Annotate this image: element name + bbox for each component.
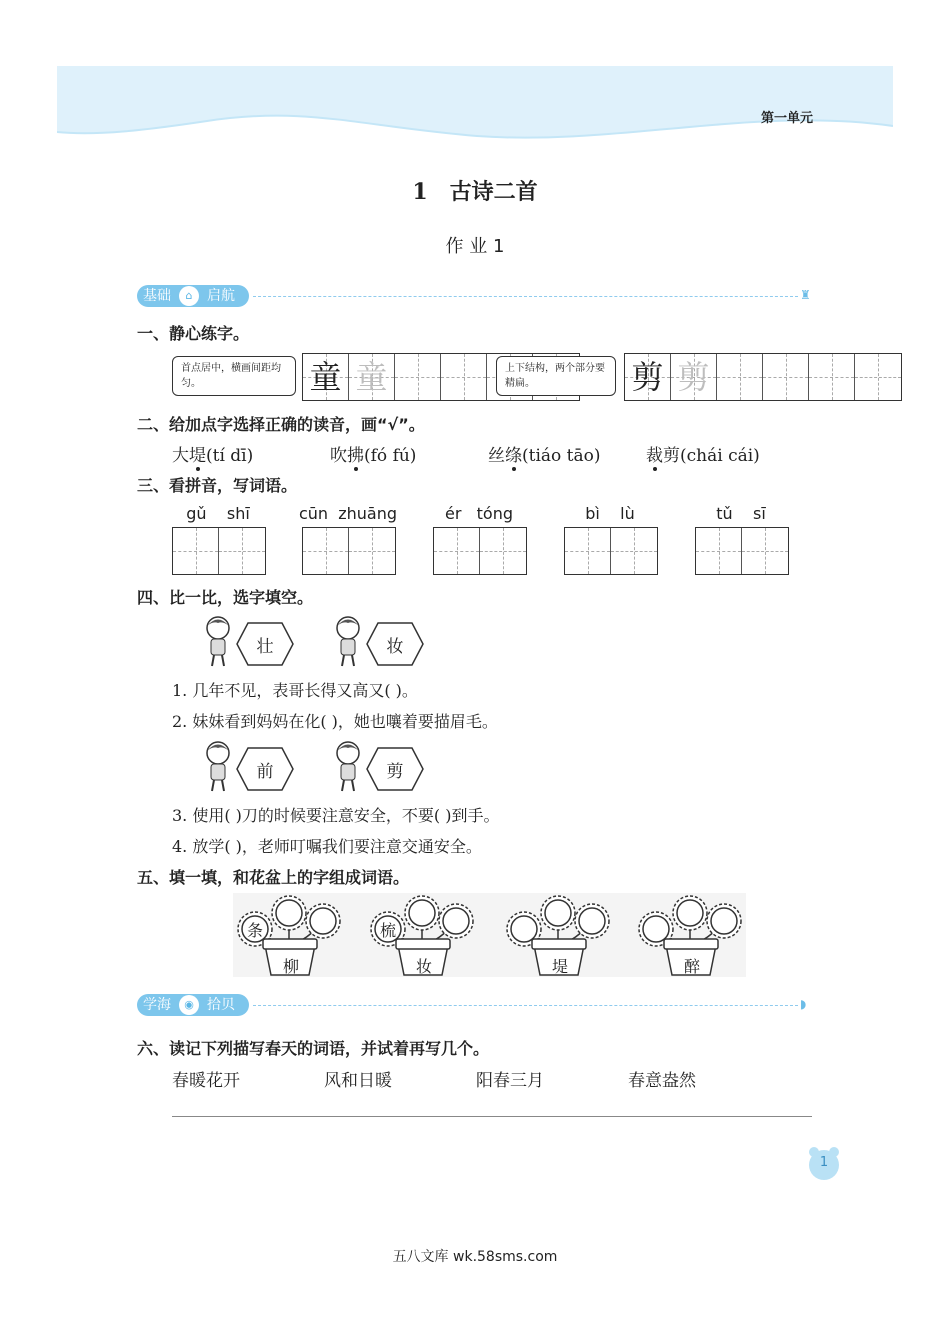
pot-char: 妆	[415, 957, 432, 976]
sentence-4[interactable]: 4. 放学( )，老师叮嘱我们要注意交通安全。	[172, 837, 482, 856]
writing-box[interactable]	[302, 527, 396, 575]
q3-heading: 三、看拼音，写词语。	[137, 476, 298, 495]
girl-figure	[333, 615, 363, 667]
shell-icon: ◉	[179, 995, 199, 1015]
dotted-char: 绦	[505, 446, 522, 466]
choice-char: 壮	[256, 637, 274, 657]
lesson-number: 1	[412, 179, 428, 205]
pinyin-label: bì lù	[585, 504, 635, 523]
q6-heading: 六、读记下列描写春天的词语，并试着再写几个。	[137, 1039, 490, 1058]
grid-cell	[349, 354, 395, 400]
dashed-divider	[253, 1005, 798, 1006]
choice-char: 妆	[386, 637, 404, 657]
q4-heading: 四、比一比，选字填空。	[137, 588, 314, 607]
section-pill-left: 基础	[143, 288, 171, 304]
pot-char: 堤	[551, 957, 568, 976]
grid-cell[interactable]	[809, 354, 855, 400]
lesson-name: 古诗二首	[449, 179, 538, 205]
word-part: 丝	[488, 446, 505, 466]
word-part: 剪	[663, 446, 680, 466]
homework-label: 作 业 1	[445, 236, 505, 257]
grid-cell[interactable]	[395, 354, 441, 400]
q5-heading: 五、填一填，和花盆上的字组成词语。	[137, 868, 410, 887]
hint-box-1: 首点居中，横画间距均匀。	[172, 356, 296, 396]
pot-char: 醉	[683, 957, 700, 976]
lighthouse-icon: ♜	[800, 288, 811, 302]
grid-cell	[671, 354, 717, 400]
writing-box[interactable]	[172, 527, 266, 575]
pinyin-label: cūn zhuāng	[298, 504, 398, 523]
lesson-title	[0, 175, 950, 206]
shell-end-icon: ◗	[800, 997, 807, 1011]
grid-cell[interactable]	[717, 354, 763, 400]
section-pill-left: 学海	[143, 997, 171, 1013]
sentence-3[interactable]: 3. 使用( )刀的时候要注意安全，不要( )到手。	[172, 806, 500, 825]
word-part: 大	[172, 446, 189, 466]
model-char: 童	[309, 358, 342, 396]
watermark-text: 五八文库 wk.58sms.com	[392, 1249, 558, 1265]
model-char: 剪	[631, 358, 664, 396]
section-pill	[137, 285, 249, 307]
pinyin-options[interactable]: (tí dī)	[206, 446, 254, 466]
practice-grid-2	[624, 353, 902, 401]
q2-item	[646, 441, 760, 466]
spring-word: 风和日暖	[324, 1071, 392, 1091]
girl-figure	[203, 615, 233, 667]
choice-char: 前	[256, 762, 274, 782]
page-number: 1	[819, 1155, 829, 1170]
dotted-char: 堤	[189, 446, 206, 466]
flower-char: 梳	[379, 921, 396, 940]
pinyin-options[interactable]: (fó fú)	[364, 446, 417, 466]
dotted-char: 裁	[646, 446, 663, 466]
writing-box[interactable]	[433, 527, 527, 575]
grid-cell	[303, 354, 349, 400]
trace-char: 童	[355, 358, 388, 396]
section-pill	[137, 994, 249, 1016]
grid-cell[interactable]	[855, 354, 901, 400]
grid-cell	[625, 354, 671, 400]
spring-word: 春意盎然	[628, 1071, 696, 1091]
grid-cell[interactable]	[763, 354, 809, 400]
flower-char: 条	[246, 921, 263, 940]
q2-item	[330, 441, 416, 466]
pinyin-options[interactable]: (chái cái)	[680, 446, 760, 466]
q2-item	[488, 441, 601, 466]
section-pill-right: 启航	[207, 288, 235, 304]
section-pill-right: 拾贝	[207, 997, 235, 1013]
trace-char: 剪	[677, 358, 710, 396]
q1-heading: 一、静心练字。	[137, 324, 250, 343]
sentence-1[interactable]: 1. 几年不见，表哥长得又高又( )。	[172, 681, 418, 700]
sentence-2[interactable]: 2. 妹妹看到妈妈在化( )，她也嚷着要描眉毛。	[172, 712, 498, 731]
word-part: 吹	[330, 446, 347, 466]
pinyin-label: ér tóng	[444, 504, 514, 523]
girl-figure	[333, 740, 363, 792]
q2-heading: 二、给加点字选择正确的读音，画“√”。	[137, 415, 425, 434]
girl-figure	[203, 740, 233, 792]
dashed-divider	[253, 296, 798, 297]
choice-char: 剪	[386, 762, 404, 782]
q2-item	[172, 441, 253, 466]
dotted-char: 拂	[347, 446, 364, 466]
hint-box-2: 上下结构，两个部分要精扁。	[496, 356, 616, 396]
pinyin-options[interactable]: (tiáo tāo)	[522, 446, 601, 466]
answer-line[interactable]	[172, 1116, 812, 1117]
spring-word: 阳春三月	[476, 1071, 544, 1091]
house-icon: ⌂	[179, 286, 199, 306]
flower-blank[interactable]	[296, 900, 322, 926]
spring-word: 春暖花开	[172, 1071, 240, 1091]
grid-cell[interactable]	[441, 354, 487, 400]
writing-box[interactable]	[695, 527, 789, 575]
unit-label: 第一单元	[760, 111, 813, 126]
pinyin-label: tǔ sī	[716, 504, 766, 523]
section-bar-extension	[137, 994, 810, 1016]
pot-char: 柳	[282, 957, 299, 976]
pinyin-label: gǔ shī	[186, 504, 250, 523]
section-bar-basics	[137, 285, 810, 307]
writing-box[interactable]	[564, 527, 658, 575]
